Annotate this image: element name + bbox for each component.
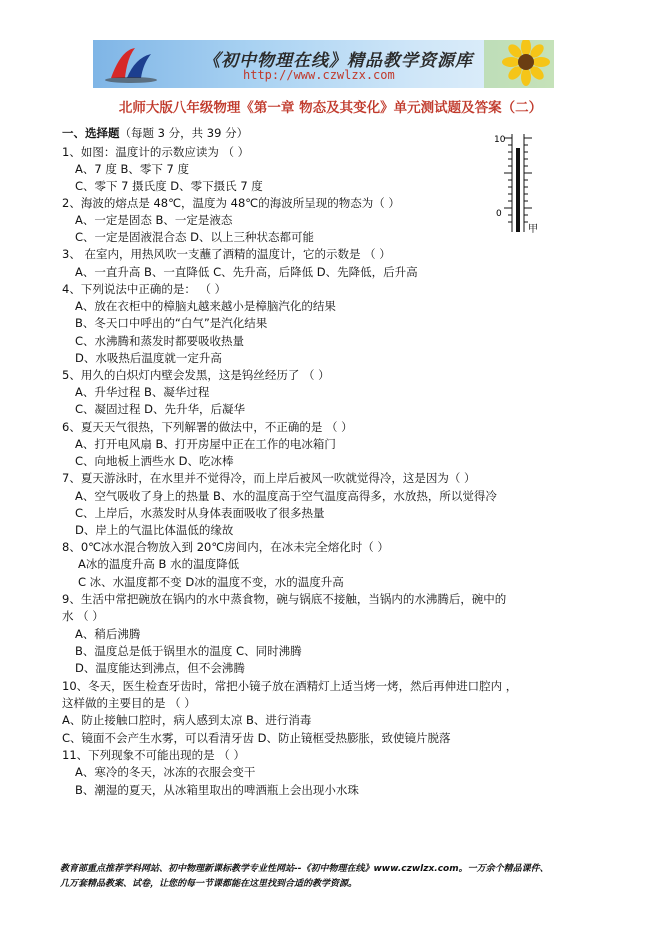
question-line: 10、冬天，医生检查牙齿时，常把小镜子放在酒精灯上适当烤一烤，然后再伸进口腔内 ， bbox=[62, 679, 518, 693]
question-line: B、温度总是低于锅里水的温度 C、同时沸腾 bbox=[75, 644, 302, 658]
thermometer-top-label: 10 bbox=[494, 135, 506, 145]
thermometer-zero-label: 0 bbox=[496, 209, 502, 219]
question-line: C、上岸后，水蒸发时从身体表面吸收了很多热量 bbox=[75, 506, 325, 520]
question-line: C、镜面不会产生水雾，可以看清牙齿 D、防止镜框受热膨胀，致使镜片脱落 bbox=[62, 731, 451, 745]
thermometer-figure bbox=[492, 128, 552, 238]
question-line: 11、下列现象不可能出现的是 （ ） bbox=[62, 748, 245, 762]
banner-url[interactable]: http://www.czwlzx.com bbox=[243, 68, 395, 82]
footer-line: 教育部重点推荐学科网站、初中物理新课标教学专业性网站--《初中物理在线》www.czwlzx.com。一万余个精品课件、 bbox=[60, 864, 549, 874]
question-line: 3、 在室内，用热风吹一支蘸了酒精的温度计，它的示数是 （ ） bbox=[62, 247, 391, 261]
question-line: D、岸上的气温比体温低的缘故 bbox=[75, 523, 234, 537]
question-line: C、向地板上洒些水 D、吃冰棒 bbox=[75, 454, 234, 468]
section-name: 一、选择题 bbox=[62, 126, 120, 140]
question-line: A、寒冷的冬天，冰冻的衣服会变干 bbox=[75, 765, 256, 779]
question-line: A、7 度 B、零下 7 度 bbox=[75, 162, 190, 176]
question-line: 4、下列说法中正确的是： （ ） bbox=[62, 282, 227, 296]
page-footer bbox=[60, 862, 620, 892]
question-line: C、水沸腾和蒸发时都要吸收热量 bbox=[75, 334, 245, 348]
question-line: C 冰、水温度都不变 D冰的温度不变，水的温度升高 bbox=[78, 575, 344, 589]
question-line: A、空气吸收了身上的热量 B、水的温度高于空气温度高得多，水放热，所以觉得冷 bbox=[75, 489, 497, 503]
sunflower-icon bbox=[484, 40, 554, 88]
question-line: C、一定是固液混合态 D、以上三种状态都可能 bbox=[75, 230, 315, 244]
section-heading bbox=[62, 126, 248, 140]
question-line: 1、如图：温度计的示数应读为 （ ） bbox=[62, 145, 250, 159]
question-line: A、放在衣柜中的樟脑丸越来越小是樟脑汽化的结果 bbox=[75, 299, 336, 313]
question-line: 9、生活中常把碗放在锅内的水中蒸食物，碗与锅底不接触，当锅内的水沸腾后，碗中的 bbox=[62, 592, 507, 606]
site-banner bbox=[93, 40, 554, 88]
question-line: C、零下 7 摄氏度 D、零下摄氏 7 度 bbox=[75, 179, 263, 193]
question-line: A、一定是固态 B、一定是液态 bbox=[75, 213, 233, 227]
question-line: 7、夏天游泳时，在水里并不觉得冷，而上岸后被风一吹就觉得冷，这是因为（ ） bbox=[62, 471, 476, 485]
question-line: A冰的温度升高 B 水的温度降低 bbox=[78, 557, 240, 571]
question-line: 8、0℃冰水混合物放入到 20℃房间内，在冰未完全熔化时（ ） bbox=[62, 540, 389, 554]
question-line: A、打开电风扇 B、打开房屋中正在工作的电冰箱门 bbox=[75, 437, 336, 451]
question-line: B、冬天口中呼出的“白气”是汽化结果 bbox=[75, 316, 268, 330]
question-line: C、凝固过程 D、先升华，后凝华 bbox=[75, 402, 246, 416]
question-line: A、一直升高 B、一直降低 C、先升高，后降低 D、先降低，后升高 bbox=[75, 265, 418, 279]
banner-title: 《初中物理在线》精品教学资源库 bbox=[203, 51, 473, 71]
question-line: A、防止接触口腔时，病人感到太凉 B、进行消毒 bbox=[62, 713, 312, 727]
question-line: 水 （ ） bbox=[62, 609, 104, 623]
section-note: （每题 3 分，共 39 分） bbox=[119, 126, 249, 140]
question-line: 这样做的主要目的是 （ ） bbox=[62, 696, 196, 710]
question-line: B、潮湿的夏天，从冰箱里取出的啤酒瓶上会出现小水珠 bbox=[75, 783, 359, 797]
site-logo-icon bbox=[101, 44, 163, 84]
question-line: 2、海波的熔点是 48℃，温度为 48℃的海波所呈现的物态为（ ） bbox=[62, 196, 400, 210]
document-title: 北师大版八年级物理《第一章 物态及其变化》单元测试题及答案（二） bbox=[118, 100, 543, 116]
question-line: A、升华过程 B、凝华过程 bbox=[75, 385, 210, 399]
footer-line: 几万套精品教案、试卷，让您的每一节课都能在这里找到合适的教学资源。 bbox=[60, 879, 358, 889]
thermometer-unit-label: 甲 bbox=[528, 224, 538, 235]
question-line: D、水吸热后温度就一定升高 bbox=[75, 351, 222, 365]
question-line: 5、用久的白炽灯内壁会发黑，这是钨丝经历了 （ ） bbox=[62, 368, 330, 382]
question-line: A、稍后沸腾 bbox=[75, 627, 141, 641]
question-line: 6、夏天天气很热，下列解署的做法中，不正确的是 （ ） bbox=[62, 420, 353, 434]
question-line: D、温度能达到沸点，但不会沸腾 bbox=[75, 661, 245, 675]
